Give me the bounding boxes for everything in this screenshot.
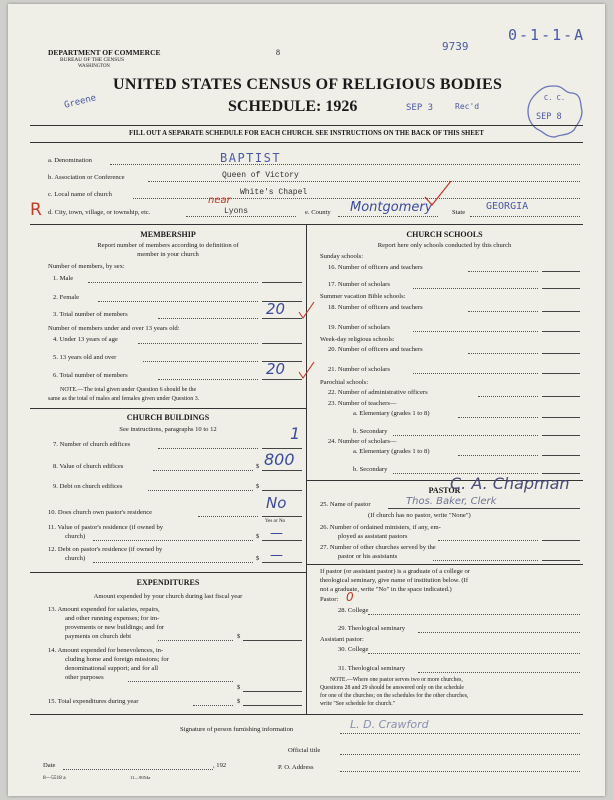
serial-number: 9739 <box>442 40 469 53</box>
q10-own-residence: 10. Does church own pastor's residence <box>48 509 153 516</box>
city-label: WASHINGTON <box>78 64 110 69</box>
q8-value: 800 <box>264 450 295 469</box>
schools-sub: Report here only schools conducted by this church <box>377 242 512 249</box>
q23: 23. Number of teachers— <box>328 400 397 407</box>
q26-line1: 26. Number of ordained ministers, if any, em- <box>320 524 441 531</box>
circle-stamp-date: SEP 8 <box>536 112 562 122</box>
q3-total: 3. Total number of members <box>53 311 128 318</box>
q15-total-expenditures: 15. Total expenditures during year <box>48 698 139 705</box>
schedule-title: SCHEDULE: 1926 <box>228 98 358 115</box>
signature-label: Signature of person furnishing information <box>180 726 294 733</box>
q11-line1: 11. Value of pastor's residence (if owned by <box>48 524 164 531</box>
sunday-schools: Sunday schools: <box>320 253 364 260</box>
q11-dollar: $ <box>256 533 260 540</box>
q7-edifices: 7. Number of church edifices <box>53 441 131 448</box>
signature-value: L. D. Crawford <box>350 718 429 731</box>
q24: 24. Number of scholars— <box>328 438 397 445</box>
official-title-label: Official title <box>288 747 321 754</box>
q26-line2: ployed as assistant pastors <box>338 533 408 540</box>
q17: 17. Number of scholars <box>328 281 390 288</box>
q23b: b. Secondary <box>353 428 388 435</box>
q14-line3: denominational support; and for all <box>65 665 159 672</box>
q13-line2: and other running expenses; for im- <box>65 615 160 622</box>
print-number: 11—9054a <box>130 775 151 780</box>
q10-value: No <box>266 494 287 512</box>
q29-seminary: 29. Theological seminary <box>338 625 406 632</box>
buildings-title: CHURCH BUILDINGS <box>126 413 210 422</box>
q6-value: 20 <box>266 360 286 378</box>
q24a: a. Elementary (grades 1 to 8) <box>353 448 430 455</box>
check-mark-icon <box>298 300 316 320</box>
q9-debt-edifices: 9. Debt on church edifices <box>53 483 123 490</box>
q20: 20. Number of officers and teachers <box>328 346 423 353</box>
membership-sub1: Report number of members according to definition of <box>97 242 239 249</box>
q8-dollar: $ <box>256 463 260 470</box>
city-label-d: d. City, town, village, or township, etc. <box>48 209 151 216</box>
census-schedule-page <box>8 4 605 796</box>
association-label: b. Association or Conference <box>48 174 125 181</box>
pastor-note-1: NOTE.—Where one pastor serves two or more churches, <box>330 677 463 683</box>
q4-under-13: 4. Under 13 years of age <box>53 336 118 343</box>
membership-sub2: member in your church <box>137 251 199 258</box>
q25-name-of-pastor: 25. Name of pastor <box>320 501 371 508</box>
q11-dash: — <box>270 526 283 541</box>
q25-note: (If church has no pastor, write "None") <box>368 512 471 519</box>
q9-dollar: $ <box>256 483 260 490</box>
near-annotation: near <box>208 195 231 206</box>
q13-dollar: $ <box>237 633 241 640</box>
q12-dash: — <box>270 548 283 563</box>
date-label: Date <box>43 762 56 769</box>
greene-stamp: Greene <box>63 93 98 111</box>
reference-code: 0-1-1-A <box>508 26 586 44</box>
q13-line1: 13. Amount expended for salaries, repairs, <box>48 606 160 613</box>
state-value: GEORGIA <box>486 201 529 212</box>
vacation-schools: Summer vacation Bible schools: <box>320 293 406 300</box>
small-number: 8 <box>276 48 280 57</box>
members-under-over: Number of members under and over 13 years old: <box>48 325 180 332</box>
college-intro-3: not a graduate, write "No" in the space indicated.) <box>320 586 452 593</box>
pastor-note-2: Questions 28 and 29 should be answered only on the schedule <box>320 685 464 691</box>
q27-line2: pastor or his assistants <box>338 553 398 560</box>
q16: 16. Number of officers and teachers <box>328 264 423 271</box>
margin-mark: R <box>30 200 42 220</box>
expenditures-title: EXPENDITURES <box>136 578 200 587</box>
q6-total: 6. Total number of members <box>53 372 128 379</box>
q7-value: 1 <box>290 424 301 443</box>
instruction-banner: FILL OUT A SEPARATE SCHEDULE FOR EACH CHURCH. SEE INSTRUCTIONS ON THE BACK OF THIS SHEET <box>129 130 484 137</box>
q28-college: 28. College <box>338 607 369 614</box>
denomination-value: BAPTIST <box>220 151 282 165</box>
association-value: Queen of Victory <box>222 171 299 180</box>
q31-seminary: 31. Theological seminary <box>338 665 406 672</box>
q14-line4: other purposes <box>65 674 104 681</box>
q30-college: 30. College <box>338 646 369 653</box>
received-stamp: Rec'd <box>455 102 480 111</box>
q23a: a. Elementary (grades 1 to 8) <box>353 410 430 417</box>
q5-13-and-over: 5. 13 years old and over <box>53 354 117 361</box>
q12-line2: church) <box>65 555 86 562</box>
state-label: State <box>452 209 466 216</box>
q11-line2: church) <box>65 533 86 540</box>
check-mark-icon <box>423 179 453 209</box>
weekday-schools: Week-day religious schools: <box>320 336 395 343</box>
denomination-label: a. Denomination <box>48 157 92 164</box>
received-date-stamp: SEP 3 <box>406 103 434 113</box>
q22: 22. Number of administrative officers <box>328 389 428 396</box>
county-label: e. County <box>305 209 331 216</box>
local-name-label: c. Local name of church <box>48 191 112 198</box>
pastor-label: Pastor: <box>320 596 339 603</box>
members-by-sex: Number of members, by sex: <box>48 263 125 270</box>
q8-value-edifices: 8. Value of church edifices <box>53 463 124 470</box>
pastor-note-3: for one of the churches; on the schedules for the other churches, <box>320 693 469 699</box>
pastor-value: 0 <box>346 590 354 604</box>
parochial-schools: Parochial schools: <box>320 379 369 386</box>
membership-note-2: same as the total of males and females given under Question 3. <box>48 396 200 402</box>
q24b: b. Secondary <box>353 466 388 473</box>
assistant-pastor-label: Assistant pastor: <box>320 636 364 643</box>
q18: 18. Number of officers and teachers <box>328 304 423 311</box>
q15-dollar: $ <box>237 698 241 705</box>
q1-male: 1. Male <box>53 275 74 282</box>
pastor-title: PASTOR <box>428 486 461 495</box>
yes-no-hint: Yes or No <box>265 519 286 524</box>
pastor-note-4: write "See schedule for church." <box>320 701 396 707</box>
city-value: Lyons <box>224 207 249 216</box>
q13-line4: payments on church debt <box>65 633 132 640</box>
q25-typed: Thos. Baker, Clerk <box>406 496 497 507</box>
q2-female: 2. Female <box>53 294 80 301</box>
q3-value: 20 <box>266 300 286 318</box>
form-number: 8—5518 a <box>43 775 66 781</box>
circle-stamp-top: C. C. <box>544 94 566 102</box>
membership-title: MEMBERSHIP <box>140 230 196 239</box>
buildings-sub: See instructions, paragraphs 10 to 12 <box>119 426 217 433</box>
department-label: DEPARTMENT OF COMMERCE <box>48 48 161 57</box>
q12-line1: 12. Debt on pastor's residence (if owned by <box>48 546 163 553</box>
q27-line1: 27. Number of other churches served by the <box>320 544 436 551</box>
q19: 19. Number of scholars <box>328 324 390 331</box>
q14-line1: 14. Amount expended for benevolences, in- <box>48 647 164 654</box>
q21: 21. Number of scholars <box>328 366 390 373</box>
college-intro-1: If pastor (or assistant pastor) is a graduate of a college or <box>320 568 470 575</box>
q14-line2: cluding home and foreign missions; for <box>65 656 169 663</box>
college-intro-2: theological seminary, give name of institution below. (If <box>320 577 469 584</box>
year-label: , 192 <box>213 762 227 769</box>
q14-dollar: $ <box>237 684 241 691</box>
expenditures-sub: Amount expended by your church during last fiscal year <box>93 593 243 600</box>
local-name-value: White's Chapel <box>240 188 308 197</box>
county-value: Montgomery <box>350 200 433 215</box>
membership-note-1: NOTE.—The total given under Question 6 should be the <box>60 387 197 393</box>
q13-line3: provements or new buildings; and for <box>65 624 165 631</box>
check-mark-icon <box>298 360 316 380</box>
schools-title: CHURCH SCHOOLS <box>406 230 483 239</box>
q12-dollar: $ <box>256 555 260 562</box>
q25-handwritten: C. A. Chapman <box>450 474 570 493</box>
bureau-label: BUREAU OF THE CENSUS <box>60 57 125 63</box>
form-title: UNITED STATES CENSUS OF RELIGIOUS BODIES <box>113 76 503 93</box>
po-address-label: P. O. Address <box>278 764 314 771</box>
